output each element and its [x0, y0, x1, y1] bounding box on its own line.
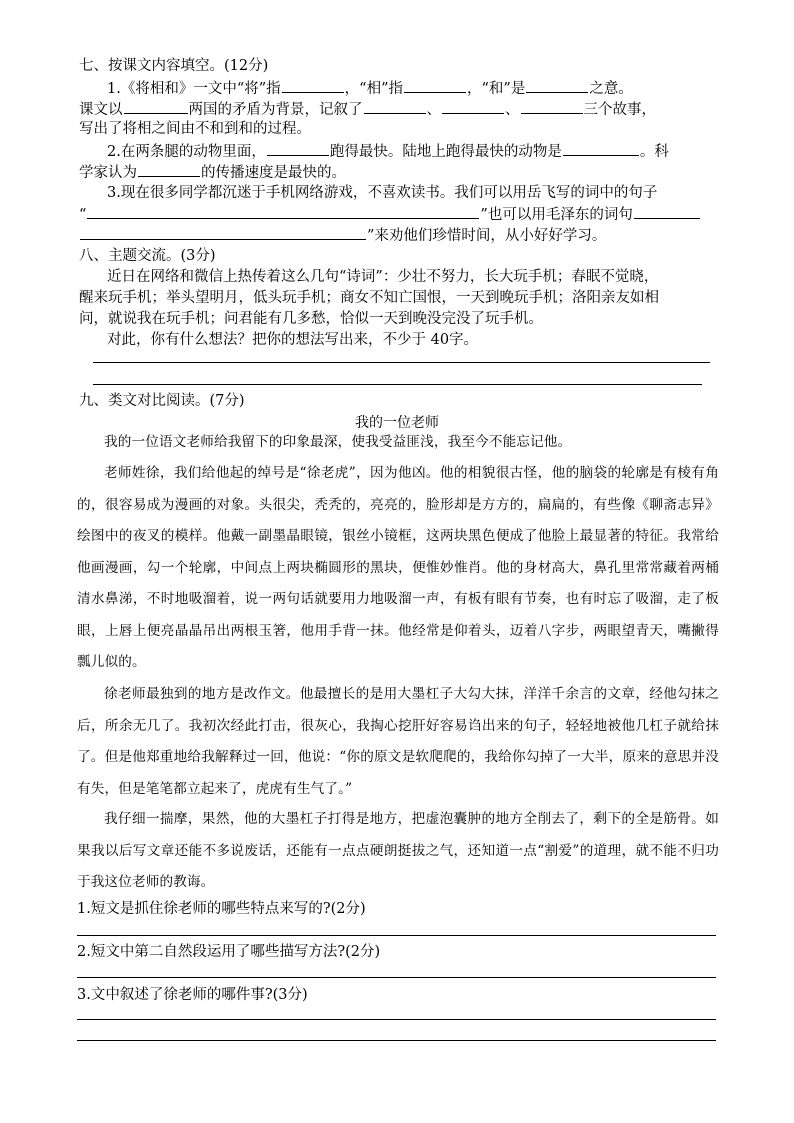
section-8-line-3: 问，就说我在玩手机；问君能有几多愁，恰似一天到晚没完没了玩手机。: [79, 311, 543, 327]
blank[interactable]: [282, 78, 344, 93]
blank[interactable]: [526, 78, 588, 93]
section-8-prompt: 对此，你有什么想法？把你的想法写出来，不少于 40字。: [107, 332, 479, 348]
question-9-1: 1.短文是抓住徐老师的哪些特点来写的?(2分): [77, 901, 366, 917]
blank[interactable]: [563, 141, 639, 156]
answer-line[interactable]: [77, 977, 716, 978]
question-7-1-line-2: 课文以 两国的矛盾为背景，记叙了 、 、 三个故事，: [79, 99, 656, 120]
question-7-1-line-1: 1.《将相和》一文中“将”指 ，“相”指 ，“和”是 之意。: [107, 78, 633, 99]
answer-line[interactable]: [93, 384, 702, 385]
blank[interactable]: [521, 99, 583, 114]
question-7-3-line-2: “ ”也可以用毛泽东的词句: [79, 204, 701, 225]
question-9-3: 3.文中叙述了徐老师的哪件事?(3分): [77, 987, 308, 1003]
section-8-line-2: 醒来玩手机；举头望明月，低头玩手机；商女不知亡国恨，一天到晚玩手机；洛阳亲友如相: [79, 290, 659, 306]
question-7-3-line-1: 3.现在很多同学都沉迷于手机网络游戏，不喜欢读书。我们可以用岳飞写的词中的句子: [107, 185, 658, 201]
answer-line[interactable]: [77, 935, 716, 936]
section-8-line-1: 近日在网络和微信上热传着这么几句“诗词”：少壮不努力，长大玩手机；春眠不觉晓，: [107, 269, 659, 285]
blank[interactable]: [80, 225, 366, 240]
section-8-heading: 八、主题交流。(3分): [79, 248, 216, 264]
question-7-2-line-2: 学家认为 的传播速度是最快的。: [79, 162, 346, 183]
section-9-heading: 九、类文对比阅读。(7分): [79, 393, 245, 409]
answer-line[interactable]: [77, 1019, 716, 1020]
blank[interactable]: [364, 99, 426, 114]
blank[interactable]: [87, 204, 479, 219]
blank[interactable]: [404, 78, 466, 93]
blank[interactable]: [634, 204, 700, 219]
question-7-1-line-3: 写出了将相之间由不和到和的过程。: [79, 121, 311, 137]
blank[interactable]: [267, 141, 329, 156]
blank[interactable]: [442, 99, 504, 114]
question-7-2-line-1: 2.在两条腿的动物里面， 跑得最快。陆地上跑得最快的动物是 。科: [107, 141, 669, 162]
section-7-heading: 七、按课文内容填空。(12分): [79, 58, 269, 74]
passage-paragraph-2: 老师姓徐，我们给他起的绰号是“徐老虎”，因为他凶。他的相貌很古怪，他的脑袋的轮廓是有棱有角的，很容易成为漫画的对象。头很尖，秃秃的，亮亮的，脸形却是方方的，扁扁的，有些像《聊斋志异》绘图中的夜叉的模样。他戴一副墨晶眼镜，银丝小镜框，这两块黑色便成了他脸上最显著的特征。我常给他画漫画，勾一个轮廓，中间点上两块椭圆形的黑块，便惟妙惟肖。他的身材高大，鼻孔里常常藏着两桶清水鼻涕，不时地吸溜着，说一两句话就要用力地吸溜一声，有板有眼有节奏，也有时忘了吸溜，走了板眼，上唇上便亮晶晶吊出两根玉箸，他用手背一抹。他经常是仰着头，迈着八字步，两眼望青天，嘴撇得瓢儿似的。: [77, 465, 719, 670]
question-7-3-line-3: ”来劝他们珍惜时间，从小好好学习。: [79, 225, 606, 246]
blank[interactable]: [124, 99, 188, 114]
blank[interactable]: [138, 162, 200, 177]
answer-line[interactable]: [93, 362, 710, 363]
question-9-2: 2.短文中第二自然段运用了哪些描写方法?(2分): [77, 944, 381, 960]
answer-line[interactable]: [77, 1040, 716, 1041]
passage-paragraph-3: 徐老师最独到的地方是改作文。他最擅长的是用大墨杠子大勾大抹，洋洋千余言的文章，经他勾抹之后，所余无几了。我初次经此打击，很灰心，我掏心挖肝好容易诌出来的句子，轻轻地被他几杠子就给抹了。但是他郑重地给我解释过一回，他说：“你的原文是软爬爬的，我给你勾掉了一大半，原来的意思并没有失，但是笔笔都立起来了，虎虎有生气了。”: [77, 686, 719, 797]
passage-title: 我的一位老师: [355, 415, 439, 431]
passage-paragraph-4: 我仔细一揣摩，果然，他的大墨杠子打得是地方，把虚泡囊肿的地方全削去了，剩下的全是筋骨。如果我以后写文章还能不多说废话，还能有一点点硬朗挺拔之气，还知道一点“割爱”的道理，就不能不归功于我这位老师的教诲。: [77, 811, 719, 890]
passage-paragraph-1: 我的一位语文老师给我留下的印象最深，使我受益匪浅，我至今不能忘记他。: [104, 434, 572, 450]
